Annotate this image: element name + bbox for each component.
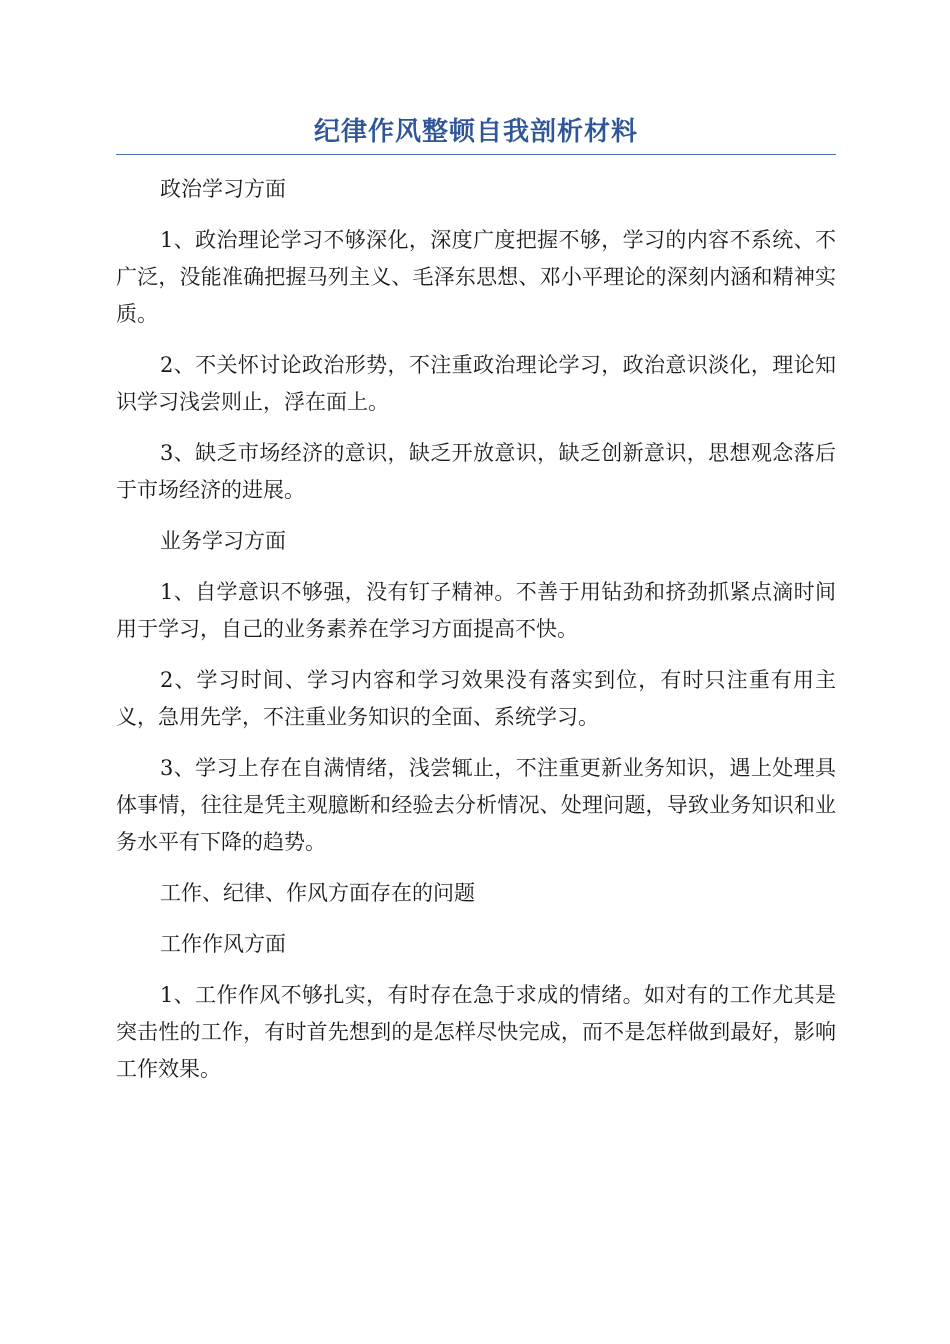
- paragraph: 2、学习时间、学习内容和学习效果没有落实到位，有时只注重有用主义，急用先学，不注重业务知识的全面、系统学习。: [116, 668, 836, 729]
- paragraph: 1、自学意识不够强，没有钉子精神。不善于用钻劲和挤劲抓紧点滴时间用于学习，自己的业务素养在学习方面提高不快。: [116, 580, 836, 641]
- paragraph: 3、学习上存在自满情绪，浅尝辄止，不注重更新业务知识，遇上处理具体事情，往往是凭主观臆断和经验去分析情况、处理问题，导致业务知识和业务水平有下降的趋势。: [116, 756, 836, 854]
- paragraph: 1、政治理论学习不够深化，深度广度把握不够，学习的内容不系统、不广泛，没能准确把握马列主义、毛泽东思想、邓小平理论的深刻内涵和精神实质。: [116, 228, 836, 326]
- document-page: [116, 112, 836, 1102]
- section-heading: 工作作风方面: [160, 932, 286, 956]
- section-heading: 业务学习方面: [160, 529, 286, 553]
- section-heading: 工作、纪律、作风方面存在的问题: [160, 881, 475, 905]
- paragraph: 3、缺乏市场经济的意识，缺乏开放意识，缺乏创新意识，思想观念落后于市场经济的进展。: [116, 441, 836, 502]
- document-title: 纪律作风整顿自我剖析材料: [313, 117, 638, 147]
- title-underline: [116, 154, 836, 155]
- section-heading: 政治学习方面: [160, 177, 286, 201]
- paragraph: 1、工作作风不够扎实，有时存在急于求成的情绪。如对有的工作尤其是突击性的工作，有时首先想到的是怎样尽快完成，而不是怎样做到最好，影响工作效果。: [116, 983, 836, 1081]
- paragraph: 2、不关怀讨论政治形势，不注重政治理论学习，政治意识淡化，理论知识学习浅尝则止，浮在面上。: [116, 353, 836, 414]
